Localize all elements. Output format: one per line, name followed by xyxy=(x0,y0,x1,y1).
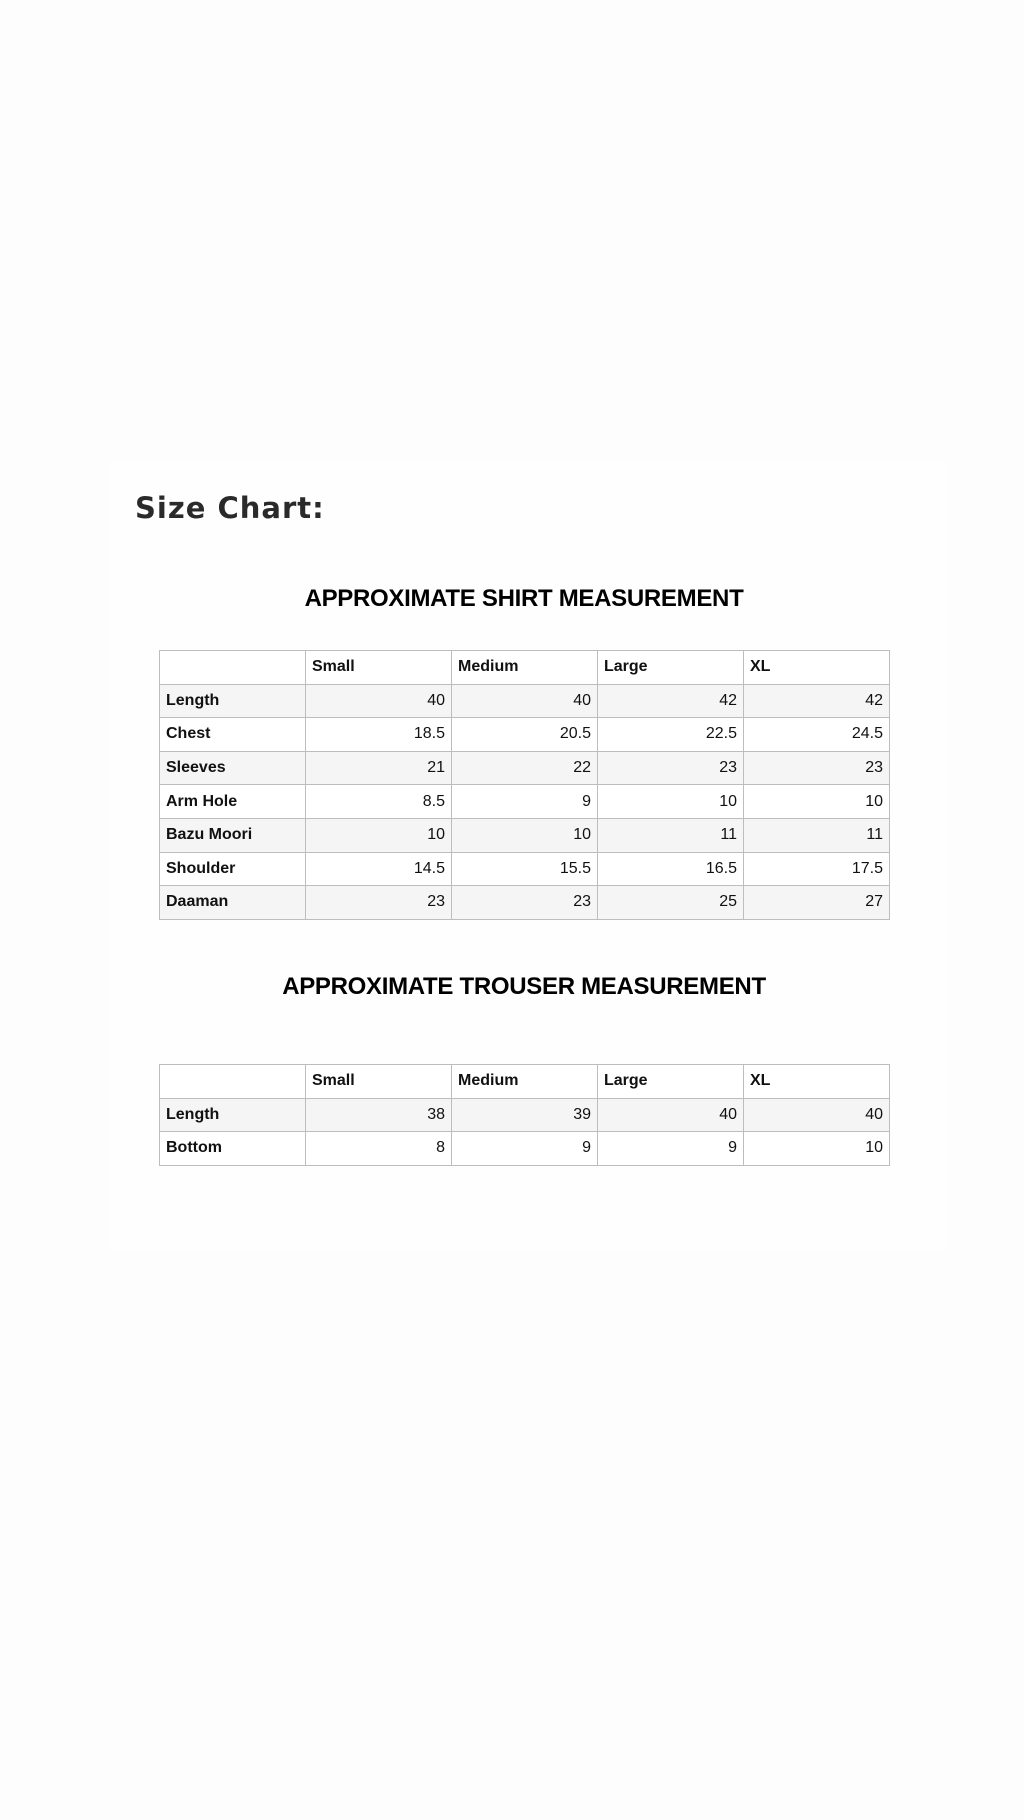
table-cell: 40 xyxy=(452,684,598,718)
table-row xyxy=(160,785,890,819)
table-cell: 16.5 xyxy=(598,852,744,886)
table-cell: 15.5 xyxy=(452,852,598,886)
table-cell: 9 xyxy=(452,785,598,819)
table-cell: 42 xyxy=(598,684,744,718)
trouser-measurement-heading: APPROXIMATE TROUSER MEASUREMENT xyxy=(282,973,766,1000)
table-cell: 23 xyxy=(744,751,890,785)
shirt-size-table xyxy=(159,650,890,920)
table-row xyxy=(160,1132,890,1166)
table-row xyxy=(160,751,890,785)
table-cell: 22 xyxy=(452,751,598,785)
table-header-cell: Medium xyxy=(452,1065,598,1099)
table-cell: 40 xyxy=(598,1098,744,1132)
row-label: Sleeves xyxy=(160,751,306,785)
row-label: Daaman xyxy=(160,886,306,920)
table-cell: 10 xyxy=(452,818,598,852)
table-cell: 14.5 xyxy=(306,852,452,886)
table-cell: 38 xyxy=(306,1098,452,1132)
table-header-cell xyxy=(160,651,306,685)
table-cell: 10 xyxy=(598,785,744,819)
table-cell: 25 xyxy=(598,886,744,920)
table-header-cell: Small xyxy=(306,651,452,685)
table-row xyxy=(160,852,890,886)
table-cell: 11 xyxy=(744,818,890,852)
table-cell: 20.5 xyxy=(452,718,598,752)
trouser-size-table xyxy=(159,1064,890,1166)
row-label: Shoulder xyxy=(160,852,306,886)
shirt-measurement-heading: APPROXIMATE SHIRT MEASUREMENT xyxy=(304,585,744,612)
table-cell: 10 xyxy=(744,1132,890,1166)
table-cell: 23 xyxy=(306,886,452,920)
table-cell: 10 xyxy=(306,818,452,852)
table-cell: 23 xyxy=(598,751,744,785)
table-header-cell: XL xyxy=(744,1065,890,1099)
table-cell: 40 xyxy=(744,1098,890,1132)
table-row xyxy=(160,1098,890,1132)
row-label: Bottom xyxy=(160,1132,306,1166)
table-row xyxy=(160,684,890,718)
table-cell: 10 xyxy=(744,785,890,819)
table-cell: 23 xyxy=(452,886,598,920)
row-label: Arm Hole xyxy=(160,785,306,819)
page-title: Size Chart: xyxy=(135,491,325,525)
table-cell: 42 xyxy=(744,684,890,718)
table-header-cell: XL xyxy=(744,651,890,685)
table-cell: 21 xyxy=(306,751,452,785)
table-row xyxy=(160,886,890,920)
table-cell: 18.5 xyxy=(306,718,452,752)
table-cell: 40 xyxy=(306,684,452,718)
table-header-cell: Large xyxy=(598,1065,744,1099)
table-row xyxy=(160,818,890,852)
table-header-cell xyxy=(160,1065,306,1099)
table-cell: 39 xyxy=(452,1098,598,1132)
table-cell: 17.5 xyxy=(744,852,890,886)
row-label: Chest xyxy=(160,718,306,752)
table-cell: 9 xyxy=(452,1132,598,1166)
table-cell: 22.5 xyxy=(598,718,744,752)
table-cell: 11 xyxy=(598,818,744,852)
table-header-cell: Large xyxy=(598,651,744,685)
table-cell: 9 xyxy=(598,1132,744,1166)
table-cell: 8 xyxy=(306,1132,452,1166)
table-header-row xyxy=(160,1065,890,1099)
row-label: Length xyxy=(160,684,306,718)
table-cell: 24.5 xyxy=(744,718,890,752)
row-label: Length xyxy=(160,1098,306,1132)
table-header-cell: Small xyxy=(306,1065,452,1099)
table-header-cell: Medium xyxy=(452,651,598,685)
table-cell: 8.5 xyxy=(306,785,452,819)
table-cell: 27 xyxy=(744,886,890,920)
row-label: Bazu Moori xyxy=(160,818,306,852)
table-row xyxy=(160,718,890,752)
table-header-row xyxy=(160,651,890,685)
